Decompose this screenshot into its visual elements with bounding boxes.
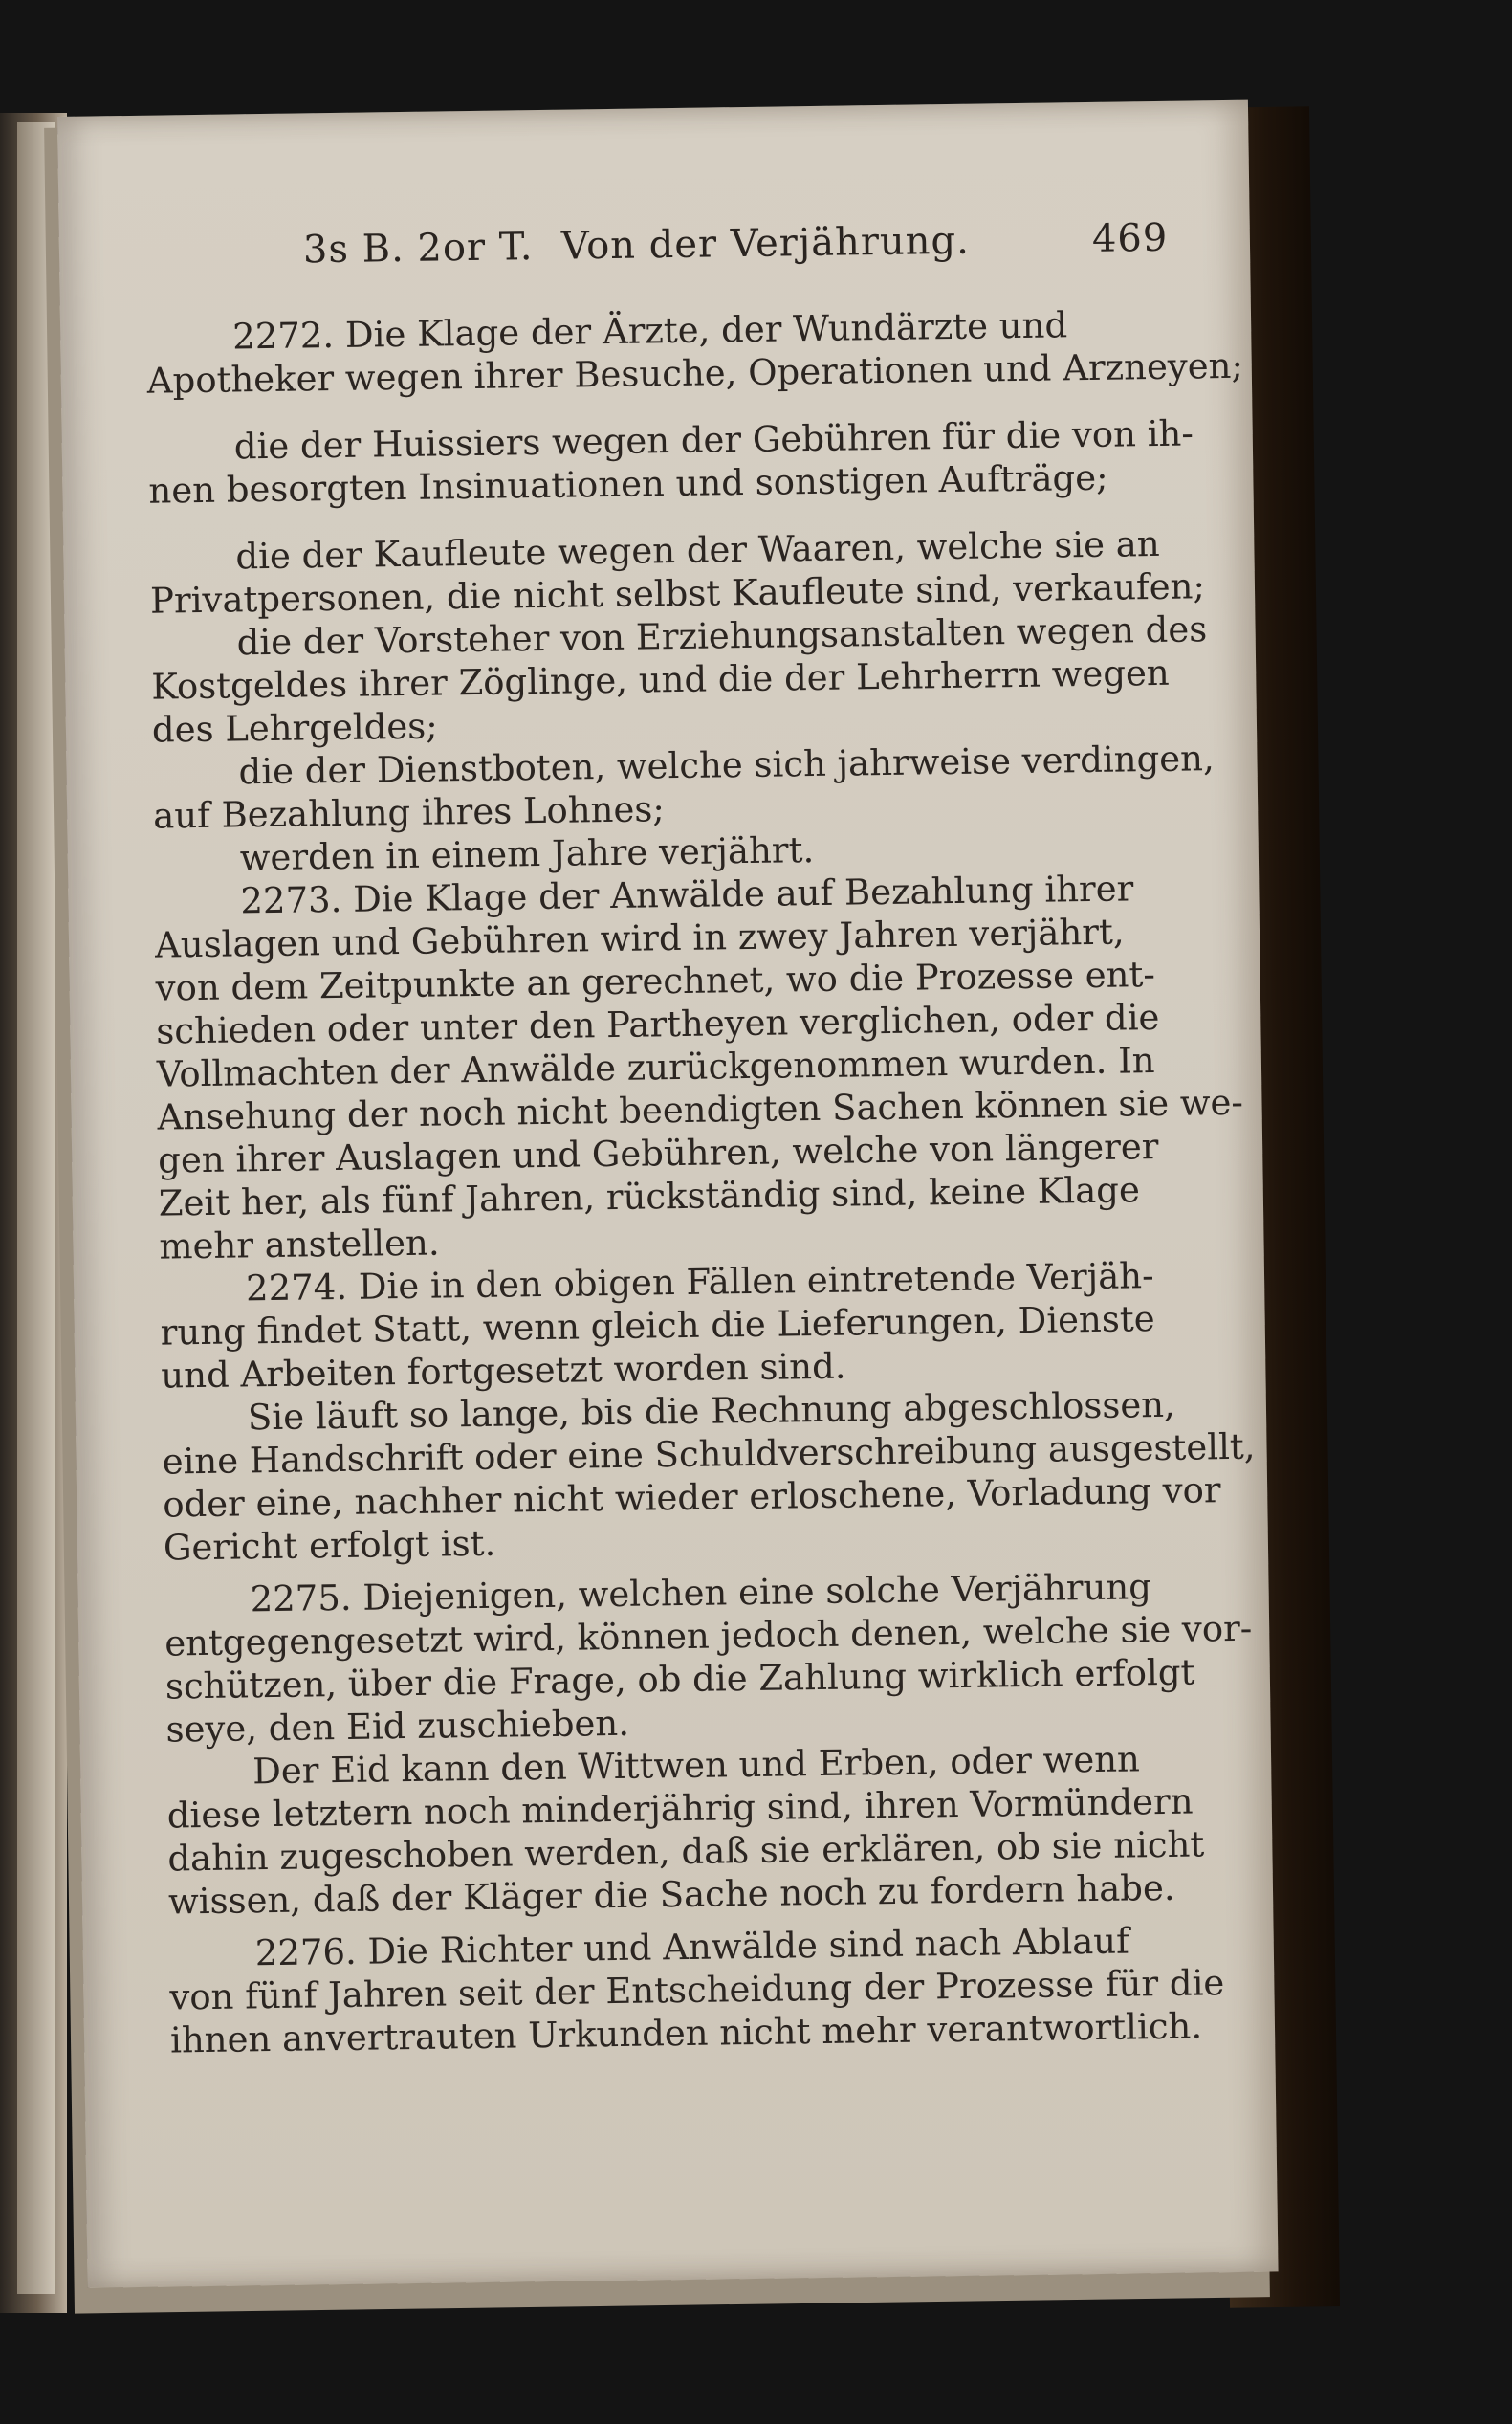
text-line: des Lehrgeldes;	[151, 705, 438, 751]
book-page	[57, 100, 1279, 2288]
text-line: rung findet Statt, wenn gleich die Lieferungen, Dienste	[160, 1298, 1155, 1354]
text-line: Privatpersonen, die nicht selbst Kaufleute sind, verkaufen;	[149, 565, 1206, 622]
text-line: schieden oder unter den Partheyen verglichen, oder die	[156, 997, 1160, 1052]
text-line: Der Eid kann den Wittwen und Erben, oder wenn	[252, 1738, 1141, 1793]
text-line: die der Kaufleute wegen der Waaren, welche sie an	[235, 522, 1160, 578]
text-line: Ansehung der noch nicht beendigten Sachen können sie we-	[157, 1081, 1244, 1138]
text-line: Gericht erfolgt ist.	[163, 1522, 496, 1569]
text-line: 2273. Die Klage der Anwälde auf Bezahlung ihrer	[240, 868, 1134, 922]
text-line: Auslagen und Gebühren wird in zwey Jahren verjährt,	[154, 911, 1125, 966]
text-line: Sie läuft so lange, bis die Rechnung abgeschlossen,	[247, 1383, 1176, 1439]
body-text	[146, 301, 1256, 2061]
text-line: die der Dienstboten, welche sich jahrweise verdingen,	[238, 738, 1216, 793]
text-line: die der Vorsteher von Erziehungsanstalten wegen des	[236, 608, 1208, 664]
text-line: von fünf Jahren seit der Entscheidung der Prozesse für die	[169, 1962, 1225, 2018]
running-head-title: Von der Verjährung.	[560, 218, 971, 269]
text-line: seye, den Eid zuschieben.	[165, 1702, 630, 1751]
text-line: eine Handschrift oder eine Schuldverschreibung ausgestellt,	[162, 1425, 1256, 1483]
text-line: die der Huissiers wegen der Gebühren für die von ih-	[233, 412, 1194, 468]
text-line: 2276. Die Richter und Anwälde sind nach Ablauf	[254, 1920, 1130, 1974]
text-line: ihnen anvertrauten Urkunden nicht mehr verantwortlich.	[169, 2005, 1203, 2061]
running-head	[302, 215, 1169, 286]
text-line: gen ihrer Auslagen und Gebühren, welche von längerer	[157, 1126, 1159, 1181]
text-line: und Arbeiten fortgesetzt worden sind.	[161, 1345, 846, 1397]
running-head-volume: 3s B. 2or T.	[302, 225, 534, 273]
text-line: entgegengesetzt wird, können jedoch denen, welche sie vor-	[164, 1607, 1253, 1664]
text-line: mehr anstellen.	[159, 1222, 440, 1267]
text-line: oder eine, nachher nicht wieder erloschene, Vorladung vor	[162, 1469, 1221, 1526]
text-line: dahin zugeschoben werden, daß sie erklären, ob sie nicht	[167, 1823, 1205, 1880]
text-line: Apotheker wegen ihrer Besuche, Operationen und Arzneyen;	[146, 344, 1244, 402]
text-line: 2272. Die Klage der Ärzte, der Wundärzte und	[231, 304, 1068, 358]
text-line: schützen, über die Frage, ob die Zahlung wirklich erfolgt	[164, 1651, 1195, 1708]
text-line: nen besorgten Insinuationen und sonstigen Aufträge;	[148, 456, 1108, 512]
text-line: Vollmachten der Anwälde zurückgenommen wurden. In	[156, 1040, 1155, 1095]
text-line: Kostgeldes ihrer Zöglinge, und die der Lehrherrn wegen	[151, 651, 1170, 708]
text-line: auf Bezahlung ihres Lohnes;	[152, 788, 666, 837]
text-line: werden in einem Jahre verjährt.	[239, 829, 815, 879]
text-line: von dem Zeitpunkte an gerechnet, wo die Prozesse ent-	[155, 954, 1156, 1009]
page-number: 469	[1091, 215, 1169, 261]
text-line: Zeit her, als fünf Jahren, rückständig sind, keine Klage	[158, 1169, 1141, 1224]
text-line: diese letztern noch minderjährig sind, ihren Vormündern	[166, 1780, 1194, 1837]
text-line: 2274. Die in den obigen Fällen eintretende Verjäh-	[245, 1255, 1154, 1310]
text-line: wissen, daß der Kläger die Sache noch zu fordern habe.	[167, 1866, 1175, 1923]
text-line: 2275. Diejenigen, welchen eine solche Verjährung	[250, 1566, 1152, 1620]
